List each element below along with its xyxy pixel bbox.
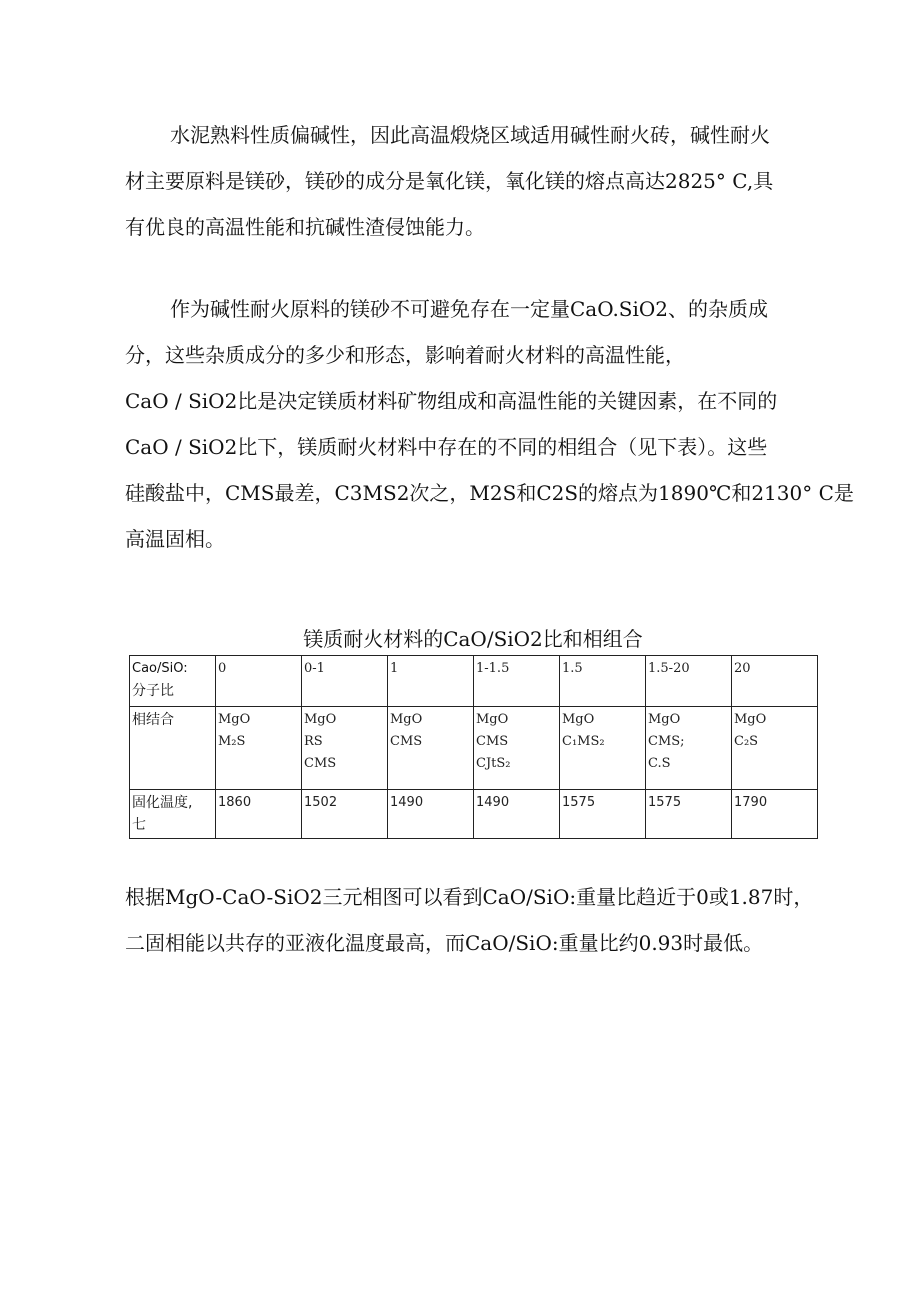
temperature-cell: 1490 — [388, 790, 474, 839]
ratio-label-b: 分子比 — [132, 683, 174, 699]
phase-item: CMS — [390, 734, 423, 749]
phase-table — [129, 655, 818, 839]
phase-item: MgO — [476, 712, 509, 727]
ratio-cell: 1.5 — [560, 656, 646, 707]
table-row-phase — [130, 707, 818, 790]
paragraph-line: 高温固相。 — [125, 527, 225, 551]
phase-item: MgO — [218, 712, 251, 727]
paragraph-line: 材主要原料是镁砂，镁砂的成分是氧化镁，氧化镁的熔点高达2825° C,具 — [125, 169, 774, 193]
phase-cell — [302, 707, 388, 790]
table-row-ratio — [130, 656, 818, 707]
phase-item: M₂S — [218, 734, 246, 749]
ratio-label-cell — [130, 656, 216, 707]
phase-item: MgO — [648, 712, 681, 727]
phase-item: C₂S — [734, 734, 759, 749]
paragraph-line: 水泥熟料性质偏碱性，因此高温煅烧区域适用碱性耐火砖，碱性耐火 — [170, 123, 770, 147]
paragraph-line: 有优良的高温性能和抗碱性渣侵蚀能力。 — [125, 215, 485, 239]
phase-item: MgO — [390, 712, 423, 727]
temperature-cell: 1790 — [732, 790, 818, 839]
phase-cell — [388, 707, 474, 790]
temperature-cell: 1575 — [646, 790, 732, 839]
paragraph-line: CaO / SiO2比下，镁质耐火材料中存在的不同的相组合（见下表）。这些 — [125, 435, 768, 459]
ratio-cell: 1 — [388, 656, 474, 707]
paragraph-1 — [125, 112, 825, 250]
paragraph-line: 二固相能以共存的亚液化温度最高，而CaO/SiO:重量比约0.93时最低。 — [125, 931, 764, 955]
phase-cell — [216, 707, 302, 790]
phase-item: C₁MS₂ — [562, 734, 605, 749]
paragraph-2 — [125, 286, 854, 562]
temperature-cell: 1860 — [216, 790, 302, 839]
paragraph-line: 作为碱性耐火原料的镁砂不可避免存在一定量CaO.SiO2、的杂质成 — [170, 297, 769, 321]
phase-item: MgO — [734, 712, 767, 727]
table-caption: 镁质耐火材料的CaO/SiO2比和相组合 — [303, 627, 643, 651]
phase-cell — [474, 707, 560, 790]
phase-item: C.S — [648, 756, 671, 771]
phase-cell — [732, 707, 818, 790]
ratio-cell: 1-1.5 — [474, 656, 560, 707]
ratio-cell: 20 — [732, 656, 818, 707]
paragraph-line: 分，这些杂质成分的多少和形态，影响着耐火材料的高温性能， — [125, 343, 685, 367]
phase-item: RS — [304, 734, 323, 749]
phase-cell — [560, 707, 646, 790]
temperature-label-a: 固化温度, — [132, 795, 193, 811]
ratio-cell: 1.5-20 — [646, 656, 732, 707]
paragraph-line: CaO / SiO2比是决定镁质材料矿物组成和高温性能的关键因素，在不同的 — [125, 389, 778, 413]
ratio-cell: 0 — [216, 656, 302, 707]
phase-item: MgO — [304, 712, 337, 727]
phase-item: CMS — [304, 756, 337, 771]
phase-cell — [646, 707, 732, 790]
ratio-cell: 0-1 — [302, 656, 388, 707]
paragraph-line: 硅酸盐中，CMS最差，C3MS2次之，M2S和C2S的熔点为1890℃和2130° C是 — [125, 481, 854, 505]
paragraph-3 — [125, 874, 825, 966]
phase-label-cell: 相结合 — [130, 707, 216, 790]
phase-item: CMS; — [648, 734, 685, 749]
temperature-label-b: 七 — [132, 817, 146, 833]
phase-item: CMS — [476, 734, 509, 749]
paragraph-line: 根据MgO-CaO-SiO2三元相图可以看到CaO/SiO:重量比趋近于0或1.87时， — [125, 885, 814, 909]
temperature-cell: 1502 — [302, 790, 388, 839]
temperature-label-cell — [130, 790, 216, 839]
temperature-cell: 1575 — [560, 790, 646, 839]
phase-item: MgO — [562, 712, 595, 727]
phase-item: CJtS₂ — [476, 756, 511, 771]
table-row-temperature — [130, 790, 818, 839]
temperature-cell: 1490 — [474, 790, 560, 839]
ratio-label-a: Cao/SiO: — [132, 661, 188, 676]
